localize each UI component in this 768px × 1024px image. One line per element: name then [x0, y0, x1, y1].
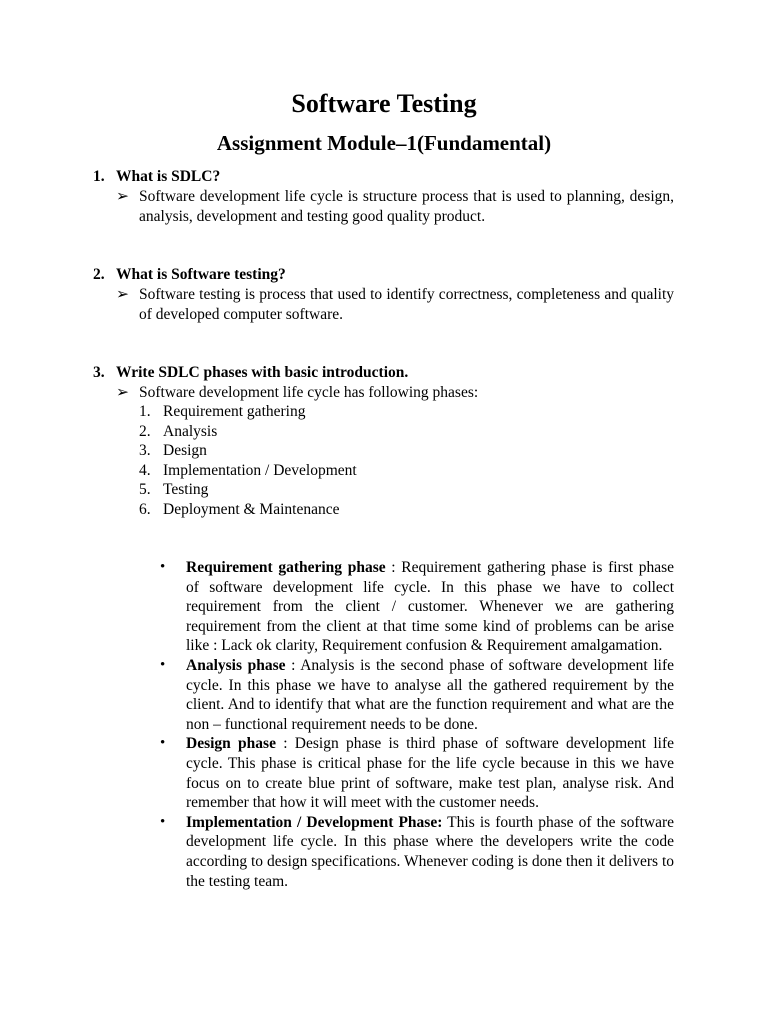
- bullet-icon: •: [160, 735, 166, 752]
- page-subtitle: Assignment Module–1(Fundamental): [216, 131, 552, 155]
- list-item: [139, 402, 539, 422]
- bullet-icon: •: [160, 813, 166, 830]
- answer-text: Software development life cycle is structure process that is used to planning, design, analysis, development and testing good quality product.: [139, 188, 674, 225]
- answer-text: Software testing is process that used to identify correctness, completeness and quality of developed computer software.: [139, 286, 674, 323]
- list-item: [160, 656, 674, 734]
- phase-number: 3.: [139, 442, 151, 460]
- bullet-icon: •: [160, 656, 166, 673]
- phase-heading: Requirement gathering phase: [186, 559, 386, 576]
- list-item: [160, 734, 674, 812]
- phase-number: 6.: [139, 500, 151, 518]
- phase-label: Design: [163, 442, 207, 460]
- page-title: Software Testing: [291, 89, 477, 118]
- question-2: [93, 265, 286, 285]
- phase-heading: Design phase: [186, 735, 276, 753]
- question-number: 2.: [93, 266, 105, 283]
- phase-number: 4.: [139, 461, 151, 479]
- phase-detail-list: [160, 558, 674, 891]
- list-item: [160, 813, 674, 891]
- phase-heading: Analysis phase: [186, 656, 286, 674]
- phase-description: : Requirement gathering phase is first phase of software development life cycle. In this phase we have to collect requirement from the client / customer. Whenever we are gathering requirement from the client at that time some kind of problems can be arise like : Lack ok clarity, Requirement confusion & Requirement amalgamation.: [186, 559, 674, 655]
- phase-heading: Implementation / Development Phase:: [186, 813, 443, 831]
- arrow-bullet-icon: ➢: [116, 188, 129, 205]
- phase-label: Analysis: [163, 422, 218, 440]
- question-text: What is SDLC?: [116, 168, 221, 185]
- phase-description: This is fourth phase of the software development life cycle. In this phase where the developers write the code according to design specifications. Whenever coding is done then it delivers to the testing team.: [186, 813, 674, 890]
- phase-number: 1.: [139, 403, 151, 420]
- list-item: [160, 558, 674, 656]
- phase-label: Deployment & Maintenance: [163, 500, 340, 518]
- list-item: [139, 441, 539, 461]
- question-number: 1.: [93, 168, 105, 185]
- arrow-bullet-icon: ➢: [116, 286, 129, 303]
- phase-label: Requirement gathering: [163, 403, 306, 420]
- phase-number: 5.: [139, 481, 151, 499]
- question-1: [93, 167, 220, 187]
- answer-1: [116, 187, 674, 226]
- phase-label: Testing: [163, 481, 209, 499]
- bullet-icon: •: [160, 559, 166, 575]
- arrow-bullet-icon: ➢: [116, 384, 129, 401]
- question-text: What is Software testing?: [116, 266, 286, 283]
- list-item: [139, 500, 539, 520]
- phase-description: : Design phase is third phase of software development life cycle. This phase is critical phase for the life cycle because in this we have focus on to create blue print of software, make test plan, analyse risk. And remember that how it will meet with the customer needs.: [186, 735, 674, 812]
- list-item: [139, 480, 539, 500]
- question-number: 3.: [93, 364, 105, 381]
- phase-label: Implementation / Development: [163, 461, 357, 479]
- phase-list: [139, 402, 539, 520]
- phase-number: 2.: [139, 422, 151, 440]
- question-3: [93, 363, 408, 383]
- question-text: Write SDLC phases with basic introduction.: [116, 364, 409, 381]
- answer-3: [116, 383, 674, 403]
- phase-description: : Analysis is the second phase of software development life cycle. In this phase we have to analyse all the gathered requirement by the client. And to identify that what are the function requirement and what are the non – functional requirement needs to be done.: [186, 656, 674, 733]
- list-item: [139, 461, 539, 481]
- answer-2: [116, 285, 674, 324]
- list-item: [139, 422, 539, 442]
- answer-text: Software development life cycle has following phases:: [139, 384, 479, 401]
